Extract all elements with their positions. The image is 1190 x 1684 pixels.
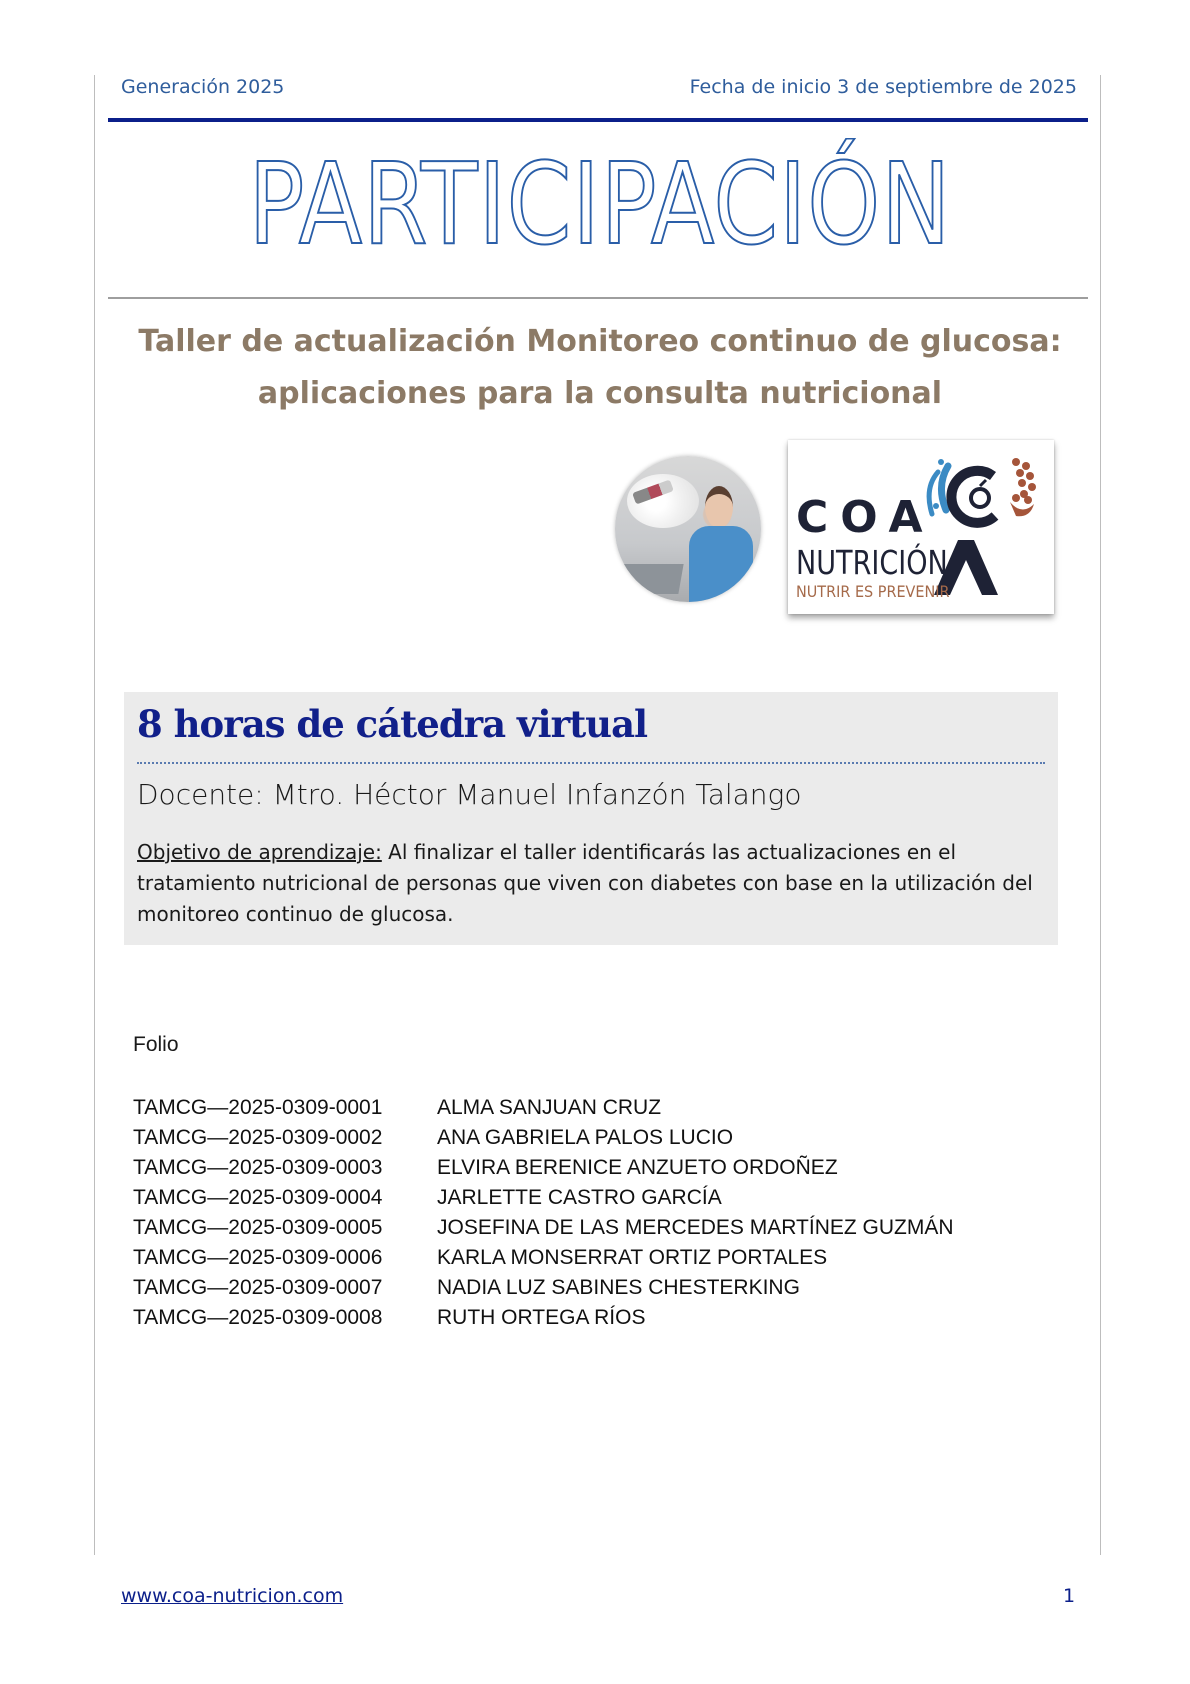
- participant-row: [133, 1273, 954, 1303]
- learning-objective: [137, 837, 1047, 930]
- coa-nutricion-logo: [788, 440, 1054, 614]
- page-margin-left: [94, 75, 95, 1555]
- folio-code: TAMCG—2025-0309-0005: [133, 1216, 383, 1239]
- course-info-box: [124, 692, 1058, 945]
- folio-code: TAMCG—2025-0309-0004: [133, 1186, 383, 1209]
- participant-list: [133, 1093, 954, 1333]
- figure-head: [705, 486, 733, 528]
- teacher-name: Docente: Mtro. Héctor Manuel Infanzón Talango: [137, 778, 802, 811]
- title-divider: [108, 297, 1088, 299]
- folio-code: TAMCG—2025-0309-0003: [133, 1156, 383, 1179]
- participant-name: JARLETTE CASTRO GARCÍA: [437, 1186, 722, 1209]
- objective-text: Al finalizar el taller identificarás las actualizaciones en el tratamiento nutricional de personas que viven con diabetes con base en la utilización del monitoreo continuo de glucosa.: [137, 840, 1033, 926]
- folio-code: TAMCG—2025-0309-0006: [133, 1246, 383, 1269]
- header-divider: [108, 118, 1088, 122]
- folio-code: TAMCG—2025-0309-0008: [133, 1306, 383, 1329]
- participant-row: [133, 1153, 954, 1183]
- nutritionist-figure: [685, 486, 755, 602]
- participant-row: [133, 1123, 954, 1153]
- start-date-label: Fecha de inicio 3 de septiembre de 2025: [689, 76, 1077, 98]
- course-title: [100, 316, 1100, 420]
- participant-row: [133, 1213, 954, 1243]
- dotted-divider: [137, 762, 1045, 764]
- page-title: [100, 140, 1100, 270]
- participant-row: [133, 1303, 954, 1333]
- participant-name: ANA GABRIELA PALOS LUCIO: [437, 1126, 734, 1149]
- website-link[interactable]: www.coa-nutricion.com: [121, 1585, 344, 1607]
- folio-label: Folio: [133, 1033, 179, 1056]
- participant-row: [133, 1183, 954, 1213]
- objective-label: Objetivo de aprendizaje:: [137, 840, 382, 864]
- participant-row: [133, 1093, 954, 1123]
- participant-name: KARLA MONSERRAT ORTIZ PORTALES: [437, 1246, 828, 1269]
- logo-tagline: NUTRIR ES PREVENIR: [796, 582, 950, 601]
- course-title-line-1: Taller de actualización Monitoreo continuo de glucosa:: [138, 324, 1062, 359]
- participant-name: JOSEFINA DE LAS MERCEDES MARTÍNEZ GUZMÁN: [437, 1216, 954, 1239]
- laptop-image: [618, 564, 683, 594]
- course-hours-heading: 8 horas de cátedra virtual: [137, 702, 648, 746]
- logo-name: NUTRICIÓN: [796, 543, 948, 582]
- participant-name: RUTH ORTEGA RÍOS: [437, 1306, 646, 1329]
- folio-code: TAMCG—2025-0309-0007: [133, 1276, 383, 1299]
- course-title-line-2: aplicaciones para la consulta nutricional: [257, 376, 943, 411]
- participant-row: [133, 1243, 954, 1273]
- generation-label: Generación 2025: [121, 76, 285, 98]
- folio-code: TAMCG—2025-0309-0002: [133, 1126, 383, 1149]
- nutritionist-photo: [615, 456, 761, 602]
- page-title-text: PARTICIPACIÓN: [248, 140, 952, 270]
- page-number: 1: [1063, 1585, 1076, 1607]
- page-margin-right: [1100, 75, 1101, 1555]
- participant-name: ELVIRA BERENICE ANZUETO ORDOÑEZ: [437, 1156, 838, 1179]
- folio-code: TAMCG—2025-0309-0001: [133, 1096, 383, 1119]
- logo-brand: COA: [796, 492, 935, 543]
- participant-name: ALMA SANJUAN CRUZ: [437, 1096, 662, 1119]
- figure-body: [689, 526, 753, 602]
- participant-name: NADIA LUZ SABINES CHESTERKING: [437, 1276, 800, 1299]
